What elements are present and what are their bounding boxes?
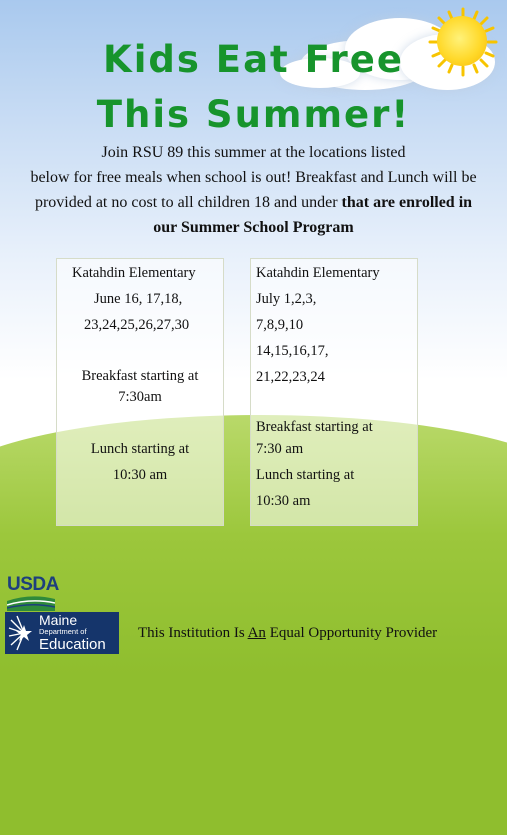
usda-logo <box>7 574 59 611</box>
lunch-time-label: Lunch starting at <box>90 441 190 457</box>
location-dates-line: 23,24,25,26,27,30 <box>84 317 190 333</box>
usda-logo-text: USDA <box>7 574 59 595</box>
equal-opportunity-statement <box>138 625 437 642</box>
breakfast-time-label: Breakfast starting at <box>81 368 199 384</box>
footer-text-before: This Institution Is <box>138 625 248 641</box>
location-dates-line: 7,8,9,10 <box>256 317 304 333</box>
star-icon <box>7 612 37 654</box>
location-name: Katahdin Elementary <box>256 265 380 281</box>
footer-text-underlined: An <box>247 625 266 641</box>
intro-line-3 <box>2 190 505 215</box>
location-dates-line: 21,22,23,24 <box>256 369 325 385</box>
breakfast-time: 7:30am <box>118 389 162 405</box>
intro-line-4 <box>2 215 505 240</box>
lunch-time-label: Lunch starting at <box>256 467 355 483</box>
maine-doe-logo <box>5 612 119 654</box>
breakfast-time: 7:30 am <box>256 441 304 457</box>
intro-line-4-bold: our Summer School Program <box>153 219 354 236</box>
intro-paragraph <box>2 140 505 240</box>
lunch-time: 10:30 am <box>256 493 311 509</box>
maine-logo-education-text: Education <box>39 636 106 653</box>
intro-line-2: below for free meals when school is out! Breakfast and Lunch will be <box>30 169 477 186</box>
location-card-2 <box>250 258 418 526</box>
intro-line-3-plain: provided at no cost to all children 18 and under <box>34 194 342 211</box>
breakfast-time-label: Breakfast starting at <box>256 419 373 435</box>
maine-logo-text: Maine <box>39 612 78 628</box>
footer-text-after: Equal Opportunity Provider <box>265 625 438 641</box>
title-line-1: Kids Eat Free <box>103 38 404 81</box>
intro-line-1: Join RSU 89 this summer at the locations listed <box>101 144 406 161</box>
location-dates-line: 14,15,16,17, <box>256 343 329 359</box>
location-dates-line: June 16, 17,18, <box>94 291 183 307</box>
usda-hills-icon <box>7 595 55 611</box>
location-name: Katahdin Elementary <box>72 265 196 281</box>
location-card-1 <box>56 258 224 526</box>
title-line-2: This Summer! <box>96 93 411 136</box>
intro-line-3-bold: that are enrolled in <box>341 194 473 211</box>
lunch-time: 10:30 am <box>112 467 168 483</box>
maine-logo-subtext: Department of <box>39 627 87 636</box>
location-dates-line: July 1,2,3, <box>256 291 317 307</box>
